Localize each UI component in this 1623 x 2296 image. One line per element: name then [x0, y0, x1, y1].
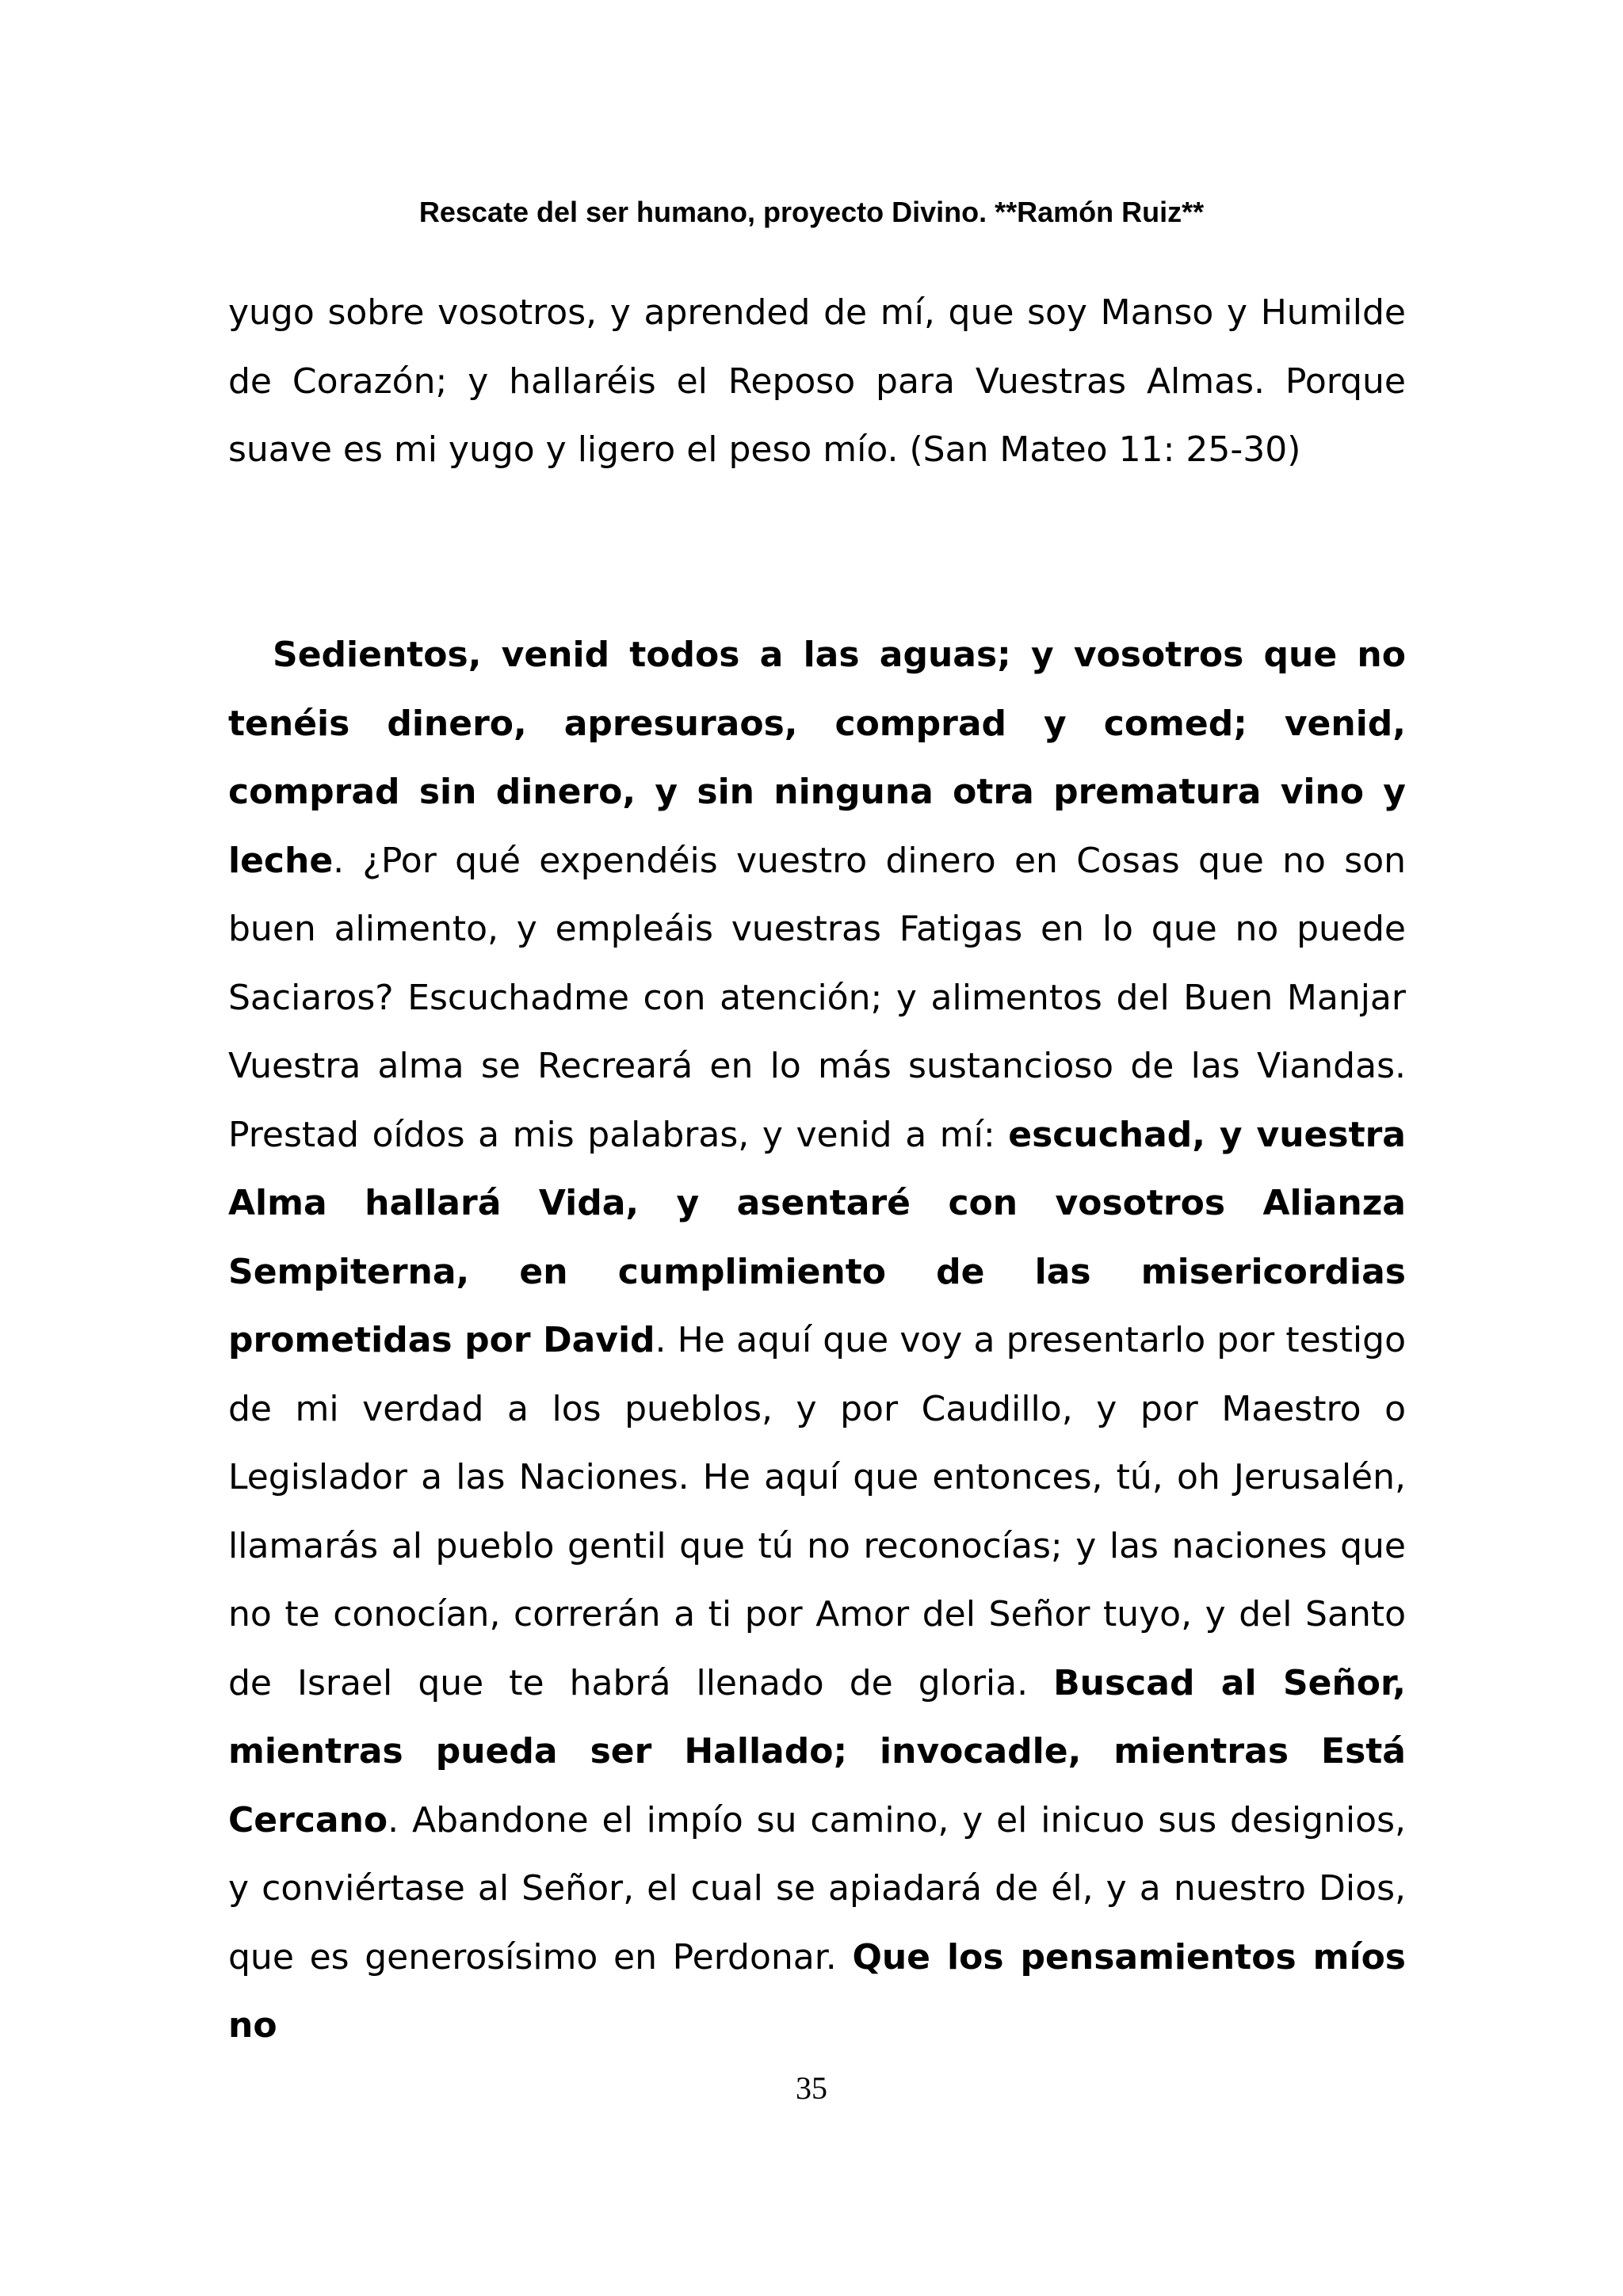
text-run: yugo sobre vosotros, y aprended de mí, que soy Manso y Humilde de Corazón; y hallaréis el Reposo para Vuestras Almas. Porque suave es mi yugo y ligero el peso mío. (San Mateo 11: 25-30)	[228, 292, 1406, 470]
page-header: Rescate del ser humano, proyecto Divino. **Ramón Ruiz**	[418, 196, 1205, 228]
bold-run: escuchad, y vuestra Alma hallará Vida, y asentaré con vosotros Alianza Sempiterna, en cumplimiento de las misericordias prometidas por David	[228, 1114, 1406, 1360]
text-run: . Abandone el impío su camino, y el inicuo sus designios, y conviértase al Señor, el cual se apiadará de él, y a nuestro Dios, que es generosísimo en Perdonar.	[228, 1799, 1406, 1978]
text-run: . He aquí que voy a presentarlo por testigo de mi verdad a los pueblos, y por Caudillo, y por Maestro o Legislador a las Naciones. He aquí que entonces, tú, oh Jerusalén, llamarás al pueblo gentil que tú no reconocías; y las naciones que no te conocían, correrán a ti por Amor del Señor tuyo, y del Santo de Israel que te habrá llenado de gloria.	[228, 1320, 1406, 1703]
text-run: . ¿Por qué expendéis vuestro dinero en Cosas que no son buen alimento, y empleáis vuestras Fatigas en lo que no puede Saciaros? Escuchadme con atención; y alimentos del Buen Manjar Vuestra alma se Recreará en lo más sustancioso de las Viandas. Prestad oídos a mis palabras, y venid a mí:	[228, 840, 1406, 1155]
bold-run: Buscad al Señor, mientras pueda ser Hallado; invocadle, mientras Está Cercano	[228, 1662, 1406, 1840]
bold-run: Sedientos, venid todos a las aguas; y vosotros que no tenéis dinero, apresuraos, comprad y comed; venid, comprad sin dinero, y sin ninguna otra prematura vino y leche	[228, 635, 1406, 881]
paragraph-continuation	[228, 279, 1406, 485]
page-number: 35	[796, 2070, 827, 2106]
paragraph-main	[228, 621, 1406, 2061]
bold-run: Que los pensamientos míos no	[228, 1936, 1406, 2046]
